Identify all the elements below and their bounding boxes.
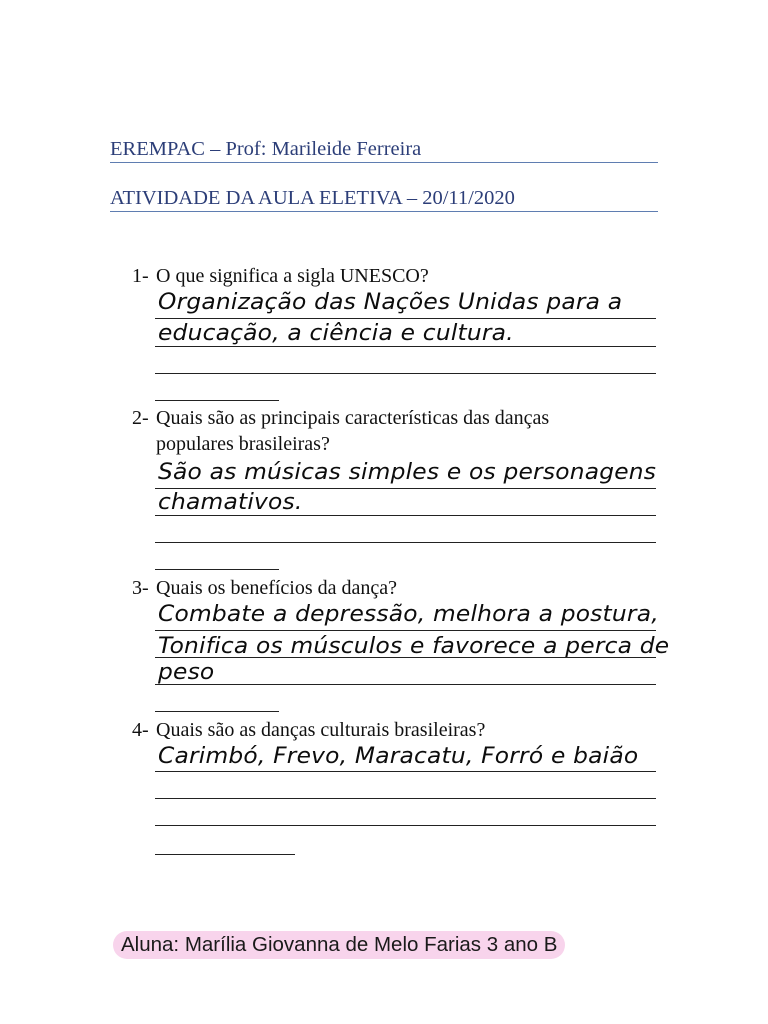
- question-text: O que significa a sigla UNESCO?: [156, 265, 429, 287]
- answer-3-line-1: Combate a depressão, melhora a postura,: [158, 602, 659, 627]
- answer-rule: [155, 488, 656, 489]
- question-number: 2-: [132, 407, 149, 429]
- question-2-continued: [132, 432, 672, 457]
- question-number: 4-: [132, 719, 149, 741]
- answer-3-line-3: peso: [158, 660, 215, 685]
- question-4: [132, 718, 672, 743]
- answer-rule: [155, 854, 295, 855]
- answer-2-line-2: chamativos.: [158, 490, 303, 515]
- answer-rule: [155, 318, 656, 319]
- question-3: [132, 576, 672, 601]
- answer-4-line-1: Carimbó, Frevo, Maracatu, Forró e baião: [158, 744, 639, 769]
- answer-rule: [155, 569, 279, 570]
- student-name: Aluna: Marília Giovanna de Melo Farias 3 ano B: [113, 931, 565, 959]
- school-header: EREMPAC – Prof: Marileide Ferreira: [110, 137, 658, 163]
- answer-rule: [155, 542, 656, 543]
- question-text: Quais são as danças culturais brasileiras?: [156, 719, 486, 741]
- answer-rule: [155, 515, 656, 516]
- answer-rule: [155, 771, 656, 772]
- answer-rule: [155, 684, 656, 685]
- answer-2-line-1: São as músicas simples e os personagens: [158, 460, 657, 485]
- answer-1-line-1: Organização das Nações Unidas para a: [158, 290, 623, 315]
- answer-rule: [155, 825, 656, 826]
- question-text-continued: populares brasileiras?: [156, 433, 330, 455]
- question-number: 1-: [132, 265, 149, 287]
- answer-3-line-2: Tonifica os músculos e favorece a perca de: [158, 634, 670, 659]
- question-text: Quais são as principais características das danças: [156, 407, 550, 429]
- question-1: [132, 264, 672, 289]
- question-text: Quais os benefícios da dança?: [156, 577, 398, 599]
- question-number: 3-: [132, 577, 149, 599]
- answer-rule: [155, 711, 279, 712]
- answer-rule: [155, 630, 656, 631]
- question-2: [132, 406, 672, 431]
- answer-rule: [155, 373, 656, 374]
- answer-1-line-2: educação, a ciência e cultura.: [158, 321, 514, 346]
- answer-rule: [155, 400, 279, 401]
- answer-rule: [155, 657, 656, 658]
- answer-rule: [155, 798, 656, 799]
- answer-rule: [155, 346, 656, 347]
- activity-header: ATIVIDADE DA AULA ELETIVA – 20/11/2020: [110, 186, 658, 212]
